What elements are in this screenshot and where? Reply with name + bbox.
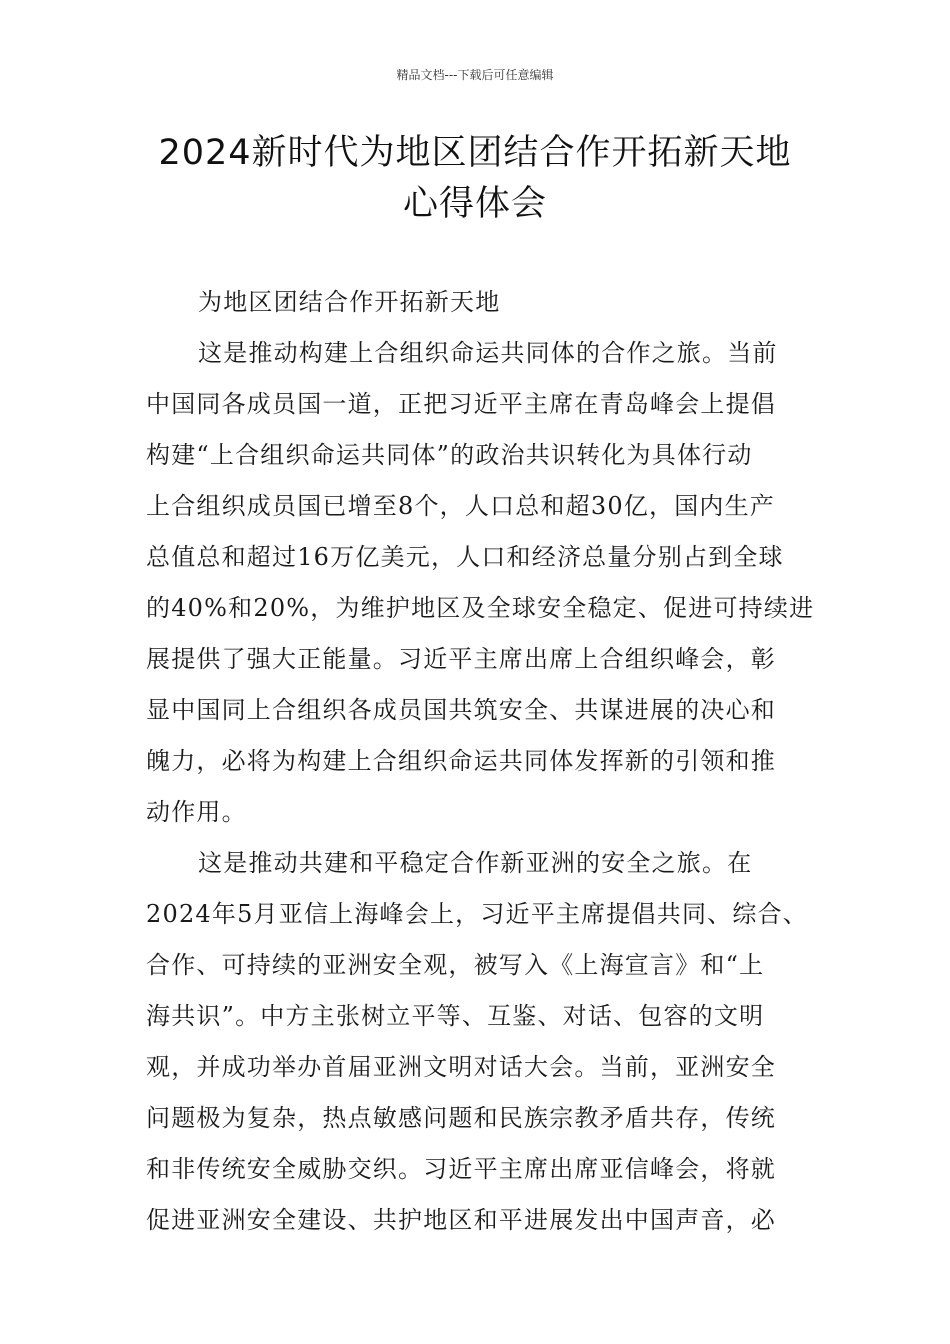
paragraph-1-line: 总值总和超过16万亿美元，人口和经济总量分别占到全球 xyxy=(146,543,784,571)
paragraph-2-line: 和非传统安全威胁交织。习近平主席出席亚信峰会，将就 xyxy=(146,1155,776,1183)
paragraph-1-line: 中国同各成员国一道，正把习近平主席在青岛峰会上提倡 xyxy=(146,390,776,418)
paragraph-1 xyxy=(146,328,816,838)
paragraph-2-line: 这是推动共建和平稳定合作新亚洲的安全之旅。在 xyxy=(198,849,753,877)
paragraph-2-line: 问题极为复杂，热点敏感问题和民族宗教矛盾共存，传统 xyxy=(146,1104,776,1132)
paragraph-2-line: 促进亚洲安全建设、共护地区和平进展发出中国声音，必 xyxy=(146,1206,776,1234)
paragraph-1-line: 展提供了强大正能量。习近平主席出席上合组织峰会，彰 xyxy=(146,645,776,673)
paragraph-2-line: 观，并成功举办首届亚洲文明对话大会。当前，亚洲安全 xyxy=(146,1053,776,1081)
paragraph-2-line: 2024年5月亚信上海峰会上，习近平主席提倡共同、综合、 xyxy=(146,900,808,928)
paragraph-2-line: 海共识”。中方主张树立平等、互鉴、对话、包容的文明 xyxy=(146,1002,765,1030)
subheading: 为地区团结合作开拓新天地 xyxy=(198,288,501,316)
paragraph-1-line: 这是推动构建上合组织命运共同体的合作之旅。当前 xyxy=(198,339,778,367)
paragraph-1-line: 动作用。 xyxy=(146,798,247,826)
title-line-1: 2024新时代为地区团结合作开拓新天地 xyxy=(158,133,792,173)
paragraph-1-line: 显中国同上合组织各成员国共筑安全、共谋进展的决心和 xyxy=(146,696,776,724)
paragraph-2-line: 合作、可持续的亚洲安全观，被写入《上海宣言》和“上 xyxy=(146,951,765,979)
paragraph-1-line: 的40%和20%，为维护地区及全球安全稳定、促进可持续进 xyxy=(146,594,815,622)
paragraph-2 xyxy=(146,838,816,1246)
header-note: 精品文档---下载后可任意编辑 xyxy=(396,68,554,82)
document-body xyxy=(146,277,816,1246)
title-line-2: 心得体会 xyxy=(402,184,547,224)
paragraph-1-line: 魄力，必将为构建上合组织命运共同体发挥新的引领和推 xyxy=(146,747,776,775)
paragraph-1-line: 上合组织成员国已增至8个，人口总和超30亿，国内生产 xyxy=(146,492,776,520)
paragraph-1-line: 构建“上合组织命运共同体”的政治共识转化为具体行动 xyxy=(146,441,753,469)
document-title xyxy=(100,128,850,230)
